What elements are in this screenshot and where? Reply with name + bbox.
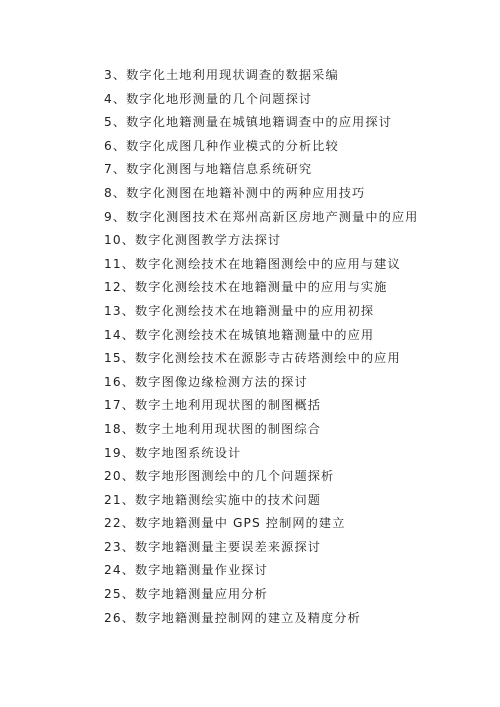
list-item: 13、数字化测绘技术在地籍测量中的应用初探 <box>104 303 375 318</box>
list-item: 20、数字地形图测绘中的几个问题探析 <box>104 469 335 484</box>
reference-list <box>104 64 484 630</box>
list-item: 24、数字地籍测量作业探讨 <box>104 563 268 578</box>
list-item: 14、数字化测绘技术在城镇地籍测量中的应用 <box>104 327 375 342</box>
list-item: 8、数字化测图在地籍补测中的两种应用技巧 <box>104 185 366 200</box>
list-item: 12、数字化测绘技术在地籍测量中的应用与实施 <box>104 280 388 295</box>
list-item: 26、数字地籍测量控制网的建立及精度分析 <box>104 610 361 625</box>
list-item: 16、数字图像边缘检测方法的探讨 <box>104 374 308 389</box>
list-item: 11、数字化测绘技术在地籍图测绘中的应用与建议 <box>104 256 401 271</box>
list-item: 23、数字地籍测量主要误差来源探讨 <box>104 539 322 554</box>
list-item: 18、数字土地利用现状图的制图综合 <box>104 421 322 436</box>
list-item: 19、数字地图系统设计 <box>104 445 242 460</box>
list-item: 3、数字化土地利用现状调查的数据采编 <box>104 68 339 82</box>
list-item: 5、数字化地籍测量在城镇地籍调查中的应用探讨 <box>104 115 392 130</box>
list-item: 9、数字化测图技术在郑州高新区房地产测量中的应用 <box>104 209 419 224</box>
list-item: 22、数字地籍测量中 GPS 控制网的建立 <box>104 516 346 531</box>
list-item: 15、数字化测绘技术在源影寺古砖塔测绘中的应用 <box>104 351 401 366</box>
list-item: 25、数字地籍测量应用分析 <box>104 587 268 602</box>
list-item: 7、数字化测图与地籍信息系统研究 <box>104 162 313 177</box>
list-item: 21、数字地籍测绘实施中的技术问题 <box>104 492 322 507</box>
list-item: 6、数字化成图几种作业模式的分析比较 <box>104 138 339 153</box>
list-item: 10、数字化测图教学方法探讨 <box>104 233 282 248</box>
list-item: 4、数字化地形测量的几个问题探讨 <box>104 91 313 106</box>
list-item: 17、数字土地利用现状图的制图概括 <box>104 398 322 413</box>
